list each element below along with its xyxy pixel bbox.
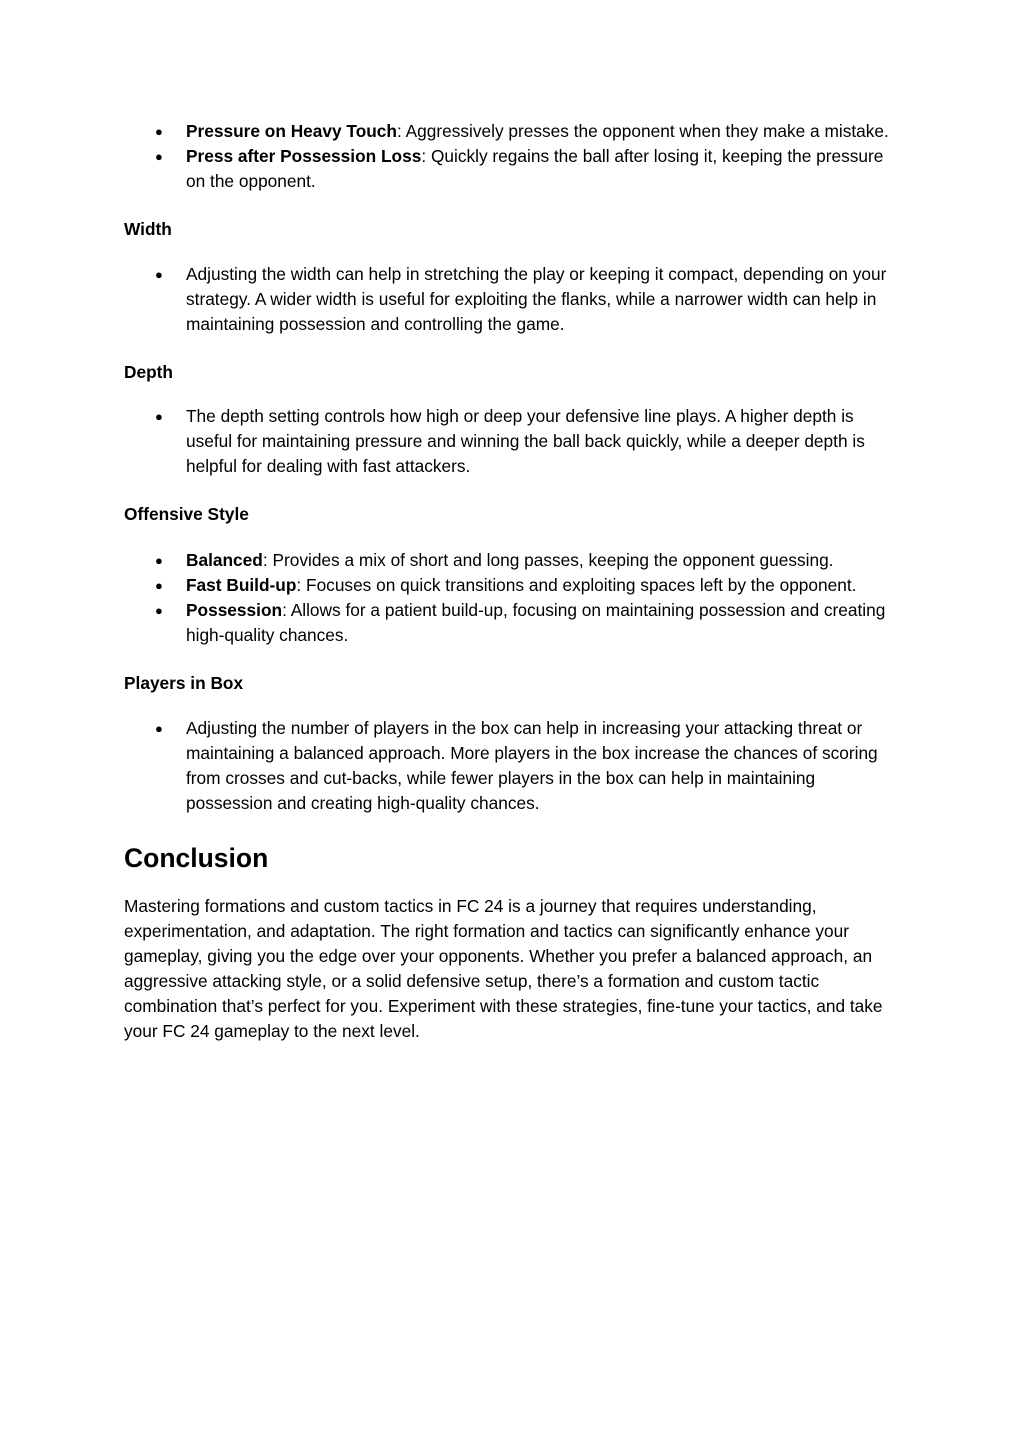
offensive-style-heading: Offensive Style	[124, 504, 249, 524]
bullet-icon: ●	[155, 124, 163, 139]
bullet-icon: ●	[155, 267, 163, 282]
list-item-term: Press after Possession Loss	[186, 146, 422, 166]
list-item-term: Possession	[186, 600, 283, 620]
list-item-text: : Focuses on quick transitions and exploiting spaces left by the opponent.	[296, 575, 857, 595]
list-item	[124, 262, 904, 337]
list-item-text: : Provides a mix of short and long passes, keeping the opponent guessing.	[262, 550, 834, 570]
width-list	[124, 262, 904, 337]
depth-heading: Depth	[124, 362, 173, 382]
pressing-list	[124, 119, 904, 194]
list-item	[124, 548, 904, 573]
conclusion-heading: Conclusion	[124, 843, 269, 873]
list-item-term: Balanced	[186, 550, 263, 570]
bullet-icon: ●	[155, 149, 163, 164]
list-item	[124, 598, 904, 648]
players-in-box-list	[124, 716, 904, 816]
bullet-icon: ●	[155, 409, 163, 424]
width-heading: Width	[124, 219, 172, 239]
conclusion-paragraph: Mastering formations and custom tactics in FC 24 is a journey that requires understanding, experimentation, and adaptation. The right formation and tactics can significantly enhance your gameplay, giving you the edge over your opponents. Whether you prefer a balanced approach, an aggressive attacking style, or a solid defensive setup, there’s a formation and custom tactic combination that’s perfect for you. Experiment with these strategies, fine-tune your tactics, and take your FC 24 gameplay to the next level.	[124, 896, 883, 1041]
list-item-text: Adjusting the width can help in stretching the play or keeping it compact, depending on your strategy. A wider width is useful for exploiting the flanks, while a narrower width can help in maintaining possession and controlling the game.	[186, 264, 887, 334]
list-item-term: Fast Build-up	[186, 575, 297, 595]
bullet-icon: ●	[155, 603, 163, 618]
list-item-text: : Quickly regains the ball after losing it, keeping the pressure on the opponent.	[186, 146, 884, 191]
bullet-icon: ●	[155, 578, 163, 593]
offensive-style-list	[124, 548, 904, 648]
list-item-text: The depth setting controls how high or deep your defensive line plays. A higher depth is useful for maintaining pressure and winning the ball back quickly, while a deeper depth is helpful for dealing with fast attackers.	[186, 406, 865, 476]
bullet-icon: ●	[155, 721, 163, 736]
list-item	[124, 144, 904, 194]
list-item-text: : Allows for a patient build-up, focusing on maintaining possession and creating high-quality chances.	[186, 600, 886, 645]
list-item-term: Pressure on Heavy Touch	[186, 121, 397, 141]
depth-list	[124, 404, 904, 479]
list-item-text: : Aggressively presses the opponent when they make a mistake.	[396, 121, 889, 141]
players-in-box-heading: Players in Box	[124, 673, 244, 693]
list-item-text: Adjusting the number of players in the box can help in increasing your attacking threat or maintaining a balanced approach. More players in the box increase the chances of scoring from crosses and cut-backs, while fewer players in the box can help in maintaining possession and creating high-quality chances.	[186, 718, 878, 813]
document-page	[124, 119, 904, 1044]
list-item	[124, 119, 904, 144]
list-item	[124, 404, 904, 479]
bullet-icon: ●	[155, 553, 163, 568]
list-item	[124, 573, 904, 598]
list-item	[124, 716, 904, 816]
